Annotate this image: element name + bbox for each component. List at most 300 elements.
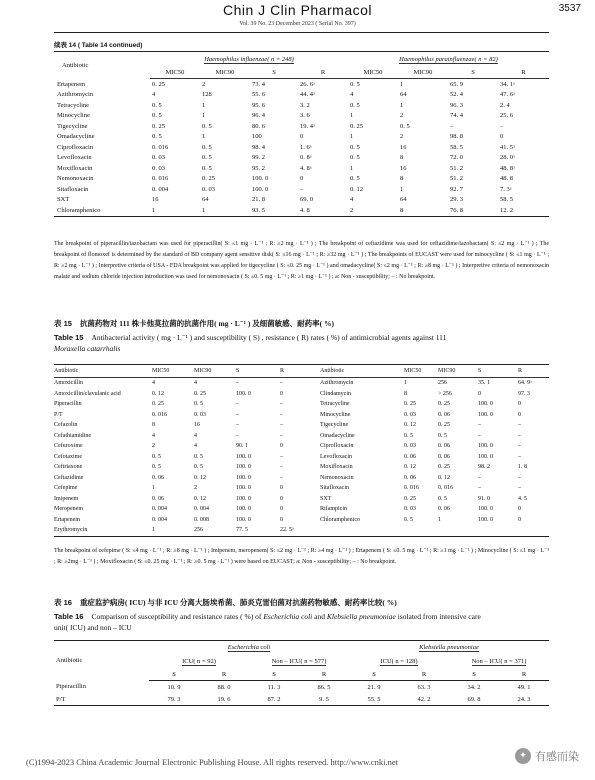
table-cell: 98. 2 <box>478 464 490 471</box>
table-row <box>54 132 549 143</box>
table-cell: 100. 0 <box>236 464 251 471</box>
table-cell: 0 <box>500 133 504 141</box>
table-cell: 0. 12 <box>404 422 416 429</box>
table-row <box>54 121 549 132</box>
table-row <box>54 494 549 505</box>
table-cell: 100. 0 <box>236 495 251 502</box>
table-row <box>54 452 549 463</box>
table-cell: 49. 1 <box>517 683 531 691</box>
page-number: 3537 <box>558 3 581 14</box>
table-row <box>54 195 549 206</box>
table-cell: 44. 4ᵃ <box>300 91 315 99</box>
table-cell: – <box>280 411 283 418</box>
column-header: MIC90 <box>194 365 236 378</box>
table-cell: 4 <box>350 196 354 204</box>
table-cell: 0. 06 <box>404 474 416 481</box>
table-cell <box>438 525 478 536</box>
table-cell: 93. 5 <box>250 205 298 216</box>
table-cell: – <box>280 380 283 387</box>
table-row <box>54 420 549 431</box>
table-cell: 0. 12 <box>404 464 416 471</box>
table-cell: 0. 12 <box>152 390 164 397</box>
antibiotic-name: Chloramphenico <box>320 516 360 523</box>
table-cell: 98. 4 <box>252 143 265 151</box>
table-cell: – <box>280 474 283 481</box>
table-cell: 0. 06 <box>438 453 450 460</box>
antibiotic-name: Sitafloxacin <box>57 185 89 193</box>
table-row <box>54 142 549 153</box>
table-cell: 1 <box>200 205 250 216</box>
table-cell: 1 <box>404 380 407 387</box>
antibiotic-name: Minocycline <box>57 112 90 120</box>
table15-footnote: The breakpoint of cefepime ( S: ≤4 mg · L⁻¹ ; R: ≥8 mg · L⁻¹ ) ; Imipenem, meropenem( S: ≤2 mg · L⁻¹ ; R: ≥4 mg · L⁻¹ ) ; Ertapenem ( S: ≤0. 5 mg · L⁻¹ ; R: ≥1 mg · L⁻¹ ) ; Minocycline ( S: ≤1 mg · L⁻¹ ; R: ≥2mg · L⁻¹ ) ; Moxifloxacin ( S: ≤0. 25 mg · L⁻¹ ; R: ≥0. 5 mg · L⁻¹ ) were based on EUCAST; a: Non - susceptibility; – : No breakpoint. <box>54 548 549 565</box>
table-cell: 4 <box>350 91 354 99</box>
column-header: R <box>499 668 549 681</box>
table-cell: 0. 25 <box>152 80 165 88</box>
table-cell: 100. 0 <box>478 443 493 450</box>
table-cell: 0 <box>478 390 481 397</box>
table-cell: 64 <box>400 196 407 204</box>
antibiotic-name: Azithromycin <box>57 91 94 99</box>
table-row <box>54 681 549 694</box>
table-cell: 0. 03 <box>152 164 165 172</box>
table-cell: 0 <box>518 516 521 523</box>
table-cell: 0. 03 <box>152 154 165 162</box>
antibiotic-header: Antibiotic <box>54 641 149 681</box>
antibiotic-name <box>320 525 404 536</box>
table-cell: – <box>478 474 481 481</box>
table-cell: 1 <box>350 112 354 120</box>
table-cell: 0. 06 <box>438 506 450 513</box>
table-cell: 100. 0 <box>236 485 251 492</box>
table-cell: 0. 016 <box>152 411 167 418</box>
table-cell: 16 <box>400 143 407 151</box>
table-cell: 0. 06 <box>438 443 450 450</box>
table16-caption-en: Table 16 Comparison of susceptibility and resistance rates ( %) of Escherichia coli and Klebsiella pneumoniae isolated from intensive care unit( ICU) and non – ICU <box>54 612 481 632</box>
table-cell: 0. 25 <box>152 122 165 130</box>
table-cell: 0 <box>280 390 283 397</box>
antibiotic-name: Chloramphenico <box>54 205 150 216</box>
table-cell: 0 <box>518 411 521 418</box>
table-cell: 22. 5ᵃ <box>280 525 320 536</box>
antibiotic-name: Ciprofloxacin <box>320 443 354 450</box>
antibiotic-name: Piperacillin <box>56 683 86 691</box>
table-cell: 256 <box>194 525 236 536</box>
table-cell: 74. 4 <box>450 112 463 120</box>
table-cell: 0. 12 <box>194 474 206 481</box>
table-cell: 1 <box>202 101 206 109</box>
table-cell: 2. 4 <box>500 101 510 109</box>
antibiotic-name: Meropenem <box>54 506 83 513</box>
table-cell: 1 <box>150 205 200 216</box>
table-cell: 95. 2 <box>252 164 265 172</box>
column-header: S <box>449 668 499 681</box>
table-row <box>54 378 549 389</box>
table-cell: 19. 4ᵃ <box>300 122 315 130</box>
table-cell: 1 <box>152 525 194 536</box>
table-cell: 0. 016 <box>438 485 453 492</box>
table-cell: – <box>478 485 481 492</box>
table-cell: 72. 0 <box>450 154 463 162</box>
table-cell: 34. 1ᵃ <box>500 80 515 88</box>
table-row <box>54 504 549 515</box>
antibiotic-name: Cefathiamidine <box>54 432 91 439</box>
table-cell: 1 <box>400 101 404 109</box>
table15-caption-en: Table 15 Antibacterial activity ( mg · L⁻¹ ) and susceptibility ( S) , resistance ( R) rates ( %) of antimicrobial agents against 111 Moraxella catarrhalis <box>54 333 447 353</box>
table-cell: 0. 008 <box>194 516 209 523</box>
antibiotic-name: Moxifloxacin <box>320 464 353 471</box>
table-cell: 77. 5 <box>236 525 280 536</box>
table-cell: 7. 3ᵃ <box>500 185 512 193</box>
table-cell: 28. 0ᵃ <box>500 154 515 162</box>
column-header: MIC90 <box>200 66 250 79</box>
table-cell: 0. 5 <box>152 112 162 120</box>
antibiotic-name: Cefazolin <box>54 422 78 429</box>
watermark-text: 有感而染 <box>535 750 579 763</box>
table-cell: 26. 6ᵃ <box>300 80 315 88</box>
column-header: S <box>478 365 518 378</box>
antibiotic-name: Ceftriaxone <box>54 464 83 471</box>
subgroup-header: Non – ICU( n = 577) <box>271 657 327 665</box>
table-cell: – <box>280 453 283 460</box>
antibiotic-name: Azithromycin <box>320 380 354 387</box>
table-cell: 0 <box>280 495 283 502</box>
table-cell: 0. 5 <box>202 164 212 172</box>
table-cell: 0. 5 <box>152 464 161 471</box>
table-cell: 0. 25 <box>404 401 416 408</box>
table-cell: 51. 2 <box>450 164 463 172</box>
table-cell: 35. 1 <box>478 380 490 387</box>
table-cell: 3. 6 <box>300 112 310 120</box>
table-cell: 0. 016 <box>152 175 169 183</box>
watermark <box>515 748 579 764</box>
table-cell: 41. 5ᵃ <box>500 143 515 151</box>
table-cell: – <box>518 443 521 450</box>
table-cell: 8 <box>400 154 404 162</box>
table-cell: 0. 25 <box>404 495 416 502</box>
table-row <box>54 410 549 421</box>
table-cell: 0. 5 <box>194 453 203 460</box>
table-cell: 1 <box>202 133 206 141</box>
table-cell: 0. 004 <box>152 516 167 523</box>
table-cell: 98. 8 <box>450 133 463 141</box>
antibiotic-name: Clindamycin <box>320 390 351 397</box>
antibiotic-name: Cefepime <box>54 485 78 492</box>
table-cell: 100. 0 <box>478 411 493 418</box>
column-header: MIC90 <box>438 365 478 378</box>
table-cell: 100. 0 <box>236 390 251 397</box>
antibiotic-name: SXT <box>57 196 70 204</box>
table-cell: 0. 5 <box>152 453 161 460</box>
antibiotic-name: Amoxicillin/clavulanic acid <box>54 390 121 397</box>
table-cell: – <box>518 453 521 460</box>
table-cell: 47. 6ᵃ <box>500 91 515 99</box>
antibiotic-name: Ertapenem <box>57 80 86 88</box>
table-cell: 3. 2 <box>300 101 310 109</box>
antibiotic-name: Ceftazidime <box>54 474 84 481</box>
table-cell: 55. 5 <box>349 693 399 706</box>
table-cell: 100. 0 <box>236 453 251 460</box>
antibiotic-name: Sitafloxacin <box>320 485 349 492</box>
antibiotic-name: SXT <box>320 495 332 502</box>
subgroup-header: ICU( n = 128) <box>380 657 418 665</box>
table-cell: 100. 0 <box>236 474 251 481</box>
table-cell: 0. 5 <box>350 154 360 162</box>
table-cell: 0 <box>280 516 283 523</box>
table-cell: – <box>236 401 239 408</box>
table-cell: 0. 25 <box>438 422 450 429</box>
table-row <box>54 389 549 400</box>
table-cell: 97. 3 <box>518 390 530 397</box>
table-cell: 0 <box>280 506 283 513</box>
table-cell: > 256 <box>438 390 452 397</box>
table-cell: 0. 12 <box>350 185 363 193</box>
table-cell: – <box>280 422 283 429</box>
wechat-icon: ✦ <box>515 748 531 764</box>
table14-footnote: The breakpoint of piperacillin/tazobactam was used for piperacillin( S: ≤1 mg · L⁻¹ ; R: ≥2 mg · L⁻¹ ) ; The breakpoint of ceftazidime was used for ceftazidime/tazobactam( S: ≤2 mg · L⁻¹ ) ; The breakpoint of flomoxef is determined by the standard of BD company agent sensitive disk( S: ≤16 mg · L⁻¹ ; R: ≥32 mg · L⁻¹ ) ; The breakpoints of EUCAST were used for minocycline ( S: ≤1 mg · L⁻¹ ; R: ≥2 mg · L⁻¹ ) ; Interpretive criteria of USA - FDA breakpoint was applied for tigecycline ( S: ≤0. 25 mg · L⁻¹ ) and omadacycline( S: ≤2 mg · L⁻¹ ; R: ≥8 mg · L⁻¹ ) ; Interpretive criteria of nemonoxacin malate and sodium chloride injection introduction was used for nemonoxacin ( S: ≤0. 5 mg · L⁻¹ ; R: ≥1 mg · L⁻¹ ) ; a: Non - susceptibility; – : No breakpoint. <box>54 241 549 280</box>
antibiotic-header: Antibiotic <box>54 52 150 79</box>
antibiotic-name: Ciprofloxacin <box>57 143 94 151</box>
antibiotic-name: Levofloxacin <box>320 453 352 460</box>
table-cell: 256 <box>438 380 447 387</box>
table-cell: 0. 03 <box>202 185 215 193</box>
table-cell: 87. 2 <box>249 693 299 706</box>
table-cell: 0. 016 <box>152 143 169 151</box>
table-cell: 128 <box>202 91 212 99</box>
table-cell: 90. 1 <box>236 443 248 450</box>
table-row <box>54 525 549 536</box>
table-cell: 0. 5 <box>404 516 413 523</box>
subgroup-header: Non – ICU( n = 371) <box>471 657 527 665</box>
table-cell: 91. 0 <box>478 495 490 502</box>
table-cell: – <box>518 474 521 481</box>
table-cell: 0. 25 <box>194 390 206 397</box>
table-cell: 0. 12 <box>438 474 450 481</box>
table-cell: 0. 5 <box>350 80 360 88</box>
table15-caption-cn: 表 15 抗菌药物对 111 株卡他莫拉菌的抗菌作用( mg · L⁻¹ ) 及细菌敏感、耐药率( %) <box>54 319 335 328</box>
table16-caption-cn: 表 16 重症监护病房( ICU) 与非 ICU 分离大肠埃希菌、肺炎克雷伯菌对抗菌药物敏感、耐药率比较( %) <box>54 598 397 607</box>
table-cell: 4. 8ᵃ <box>300 164 312 172</box>
table-cell: 48. 8ᵃ <box>500 164 515 172</box>
table-row <box>54 174 549 185</box>
antibiotic-name: Omadacycline <box>320 432 355 439</box>
table-row <box>54 90 549 101</box>
column-header: R <box>199 668 249 681</box>
table-cell: 0 <box>300 133 304 141</box>
table-cell: 55. 6 <box>252 91 265 99</box>
table-cell: 21. 9 <box>367 683 381 691</box>
column-header: R <box>399 668 449 681</box>
table-cell: 100. 0 <box>478 506 493 513</box>
table-cell: 88. 0 <box>217 683 231 691</box>
table-cell: 63. 3 <box>417 683 431 691</box>
column-header: MIC50 <box>150 66 200 79</box>
antibiotic-name: P/T <box>54 693 149 706</box>
table-cell: 73. 4 <box>252 80 265 88</box>
table-cell: 0. 5 <box>194 401 203 408</box>
table-cell: 42. 2 <box>399 693 449 706</box>
table-cell: 0. 03 <box>194 411 206 418</box>
column-header: S <box>236 365 280 378</box>
table-cell: 0. 004 <box>152 185 169 193</box>
table-cell: 1 <box>400 80 404 88</box>
table-cell: 0. 016 <box>404 485 419 492</box>
antibiotic-name: Moxifloxacin <box>57 164 93 172</box>
antibiotic-name: Nemonoxacin <box>57 175 94 183</box>
table-cell: 100 <box>252 133 262 141</box>
table-row <box>54 399 549 410</box>
table-cell: 2 <box>400 112 404 120</box>
table-row <box>54 515 549 526</box>
copyright-footer: (C)1994-2023 China Academic Journal Electronic Publishing House. All rights reserved. http://www.cnki.net <box>26 757 398 767</box>
table-cell: 25. 6 <box>500 112 513 120</box>
table-cell: – <box>478 422 481 429</box>
table-cell: 0. 25 <box>202 175 215 183</box>
table-cell: 9. 5 <box>299 693 349 706</box>
column-header: S <box>250 66 298 79</box>
table-cell: – <box>518 432 521 439</box>
table-cell: 64. 9ᵃ <box>518 380 532 387</box>
table-cell: 69. 8 <box>449 693 499 706</box>
antibiotic-name: Levofloxacin <box>57 154 92 162</box>
table-cell: 4 <box>152 432 155 439</box>
table-cell: 1. 6ᵃ <box>300 143 312 151</box>
table-cell: 16 <box>194 422 200 429</box>
table-cell: 51. 2 <box>450 175 463 183</box>
table-cell: 0. 06 <box>438 411 450 418</box>
column-header: R <box>299 668 349 681</box>
table-row <box>54 462 549 473</box>
organism-header: Klebsiella pneumoniae <box>349 641 549 655</box>
table-cell: – <box>518 485 521 492</box>
table-row <box>54 693 549 706</box>
table-cell: – <box>500 122 504 130</box>
table-cell: 100. 0 <box>236 516 251 523</box>
column-header: MIC90 <box>398 66 448 79</box>
antibiotic-name: Ertapenem <box>54 516 80 523</box>
table-cell: – <box>236 422 239 429</box>
table-cell: 76. 8 <box>448 205 498 216</box>
table-cell: 4. 8 <box>298 205 348 216</box>
antibiotic-name: Erythromycin <box>54 525 152 536</box>
column-header: Antibiotic <box>54 365 152 378</box>
table-cell: 0. 5 <box>152 101 162 109</box>
table-cell: – <box>236 411 239 418</box>
table-cell: 52. 4 <box>450 91 463 99</box>
table-cell: 24. 3 <box>499 693 549 706</box>
table-cell: 19. 6 <box>199 693 249 706</box>
table-cell: 92. 7 <box>450 185 463 193</box>
table-cell: 0. 5 <box>202 154 212 162</box>
table-cell: 12. 2 <box>498 205 549 216</box>
table-cell: 0 <box>518 506 521 513</box>
column-header: S <box>149 668 199 681</box>
table-cell: 0. 25 <box>438 464 450 471</box>
table-cell <box>404 525 438 536</box>
antibiotic-name: Amoxicillin <box>54 380 83 387</box>
table-cell: 69. 0 <box>300 196 313 204</box>
column-header: MIC50 <box>404 365 438 378</box>
table-cell: 0. 06 <box>152 495 164 502</box>
table-cell: 64 <box>400 91 407 99</box>
table-cell: 1 <box>350 164 354 172</box>
table-cell: – <box>280 401 283 408</box>
column-header: S <box>349 668 399 681</box>
table-cell: 2 <box>400 133 404 141</box>
table-cell: 1 <box>438 516 441 523</box>
table-cell: 8 <box>404 390 407 397</box>
table-row <box>54 163 549 174</box>
table-cell: 2 <box>194 485 197 492</box>
antibiotic-name: Rifampicin <box>320 506 347 513</box>
table-cell: 99. 2 <box>252 154 265 162</box>
table-cell: 0. 5 <box>404 432 413 439</box>
table-cell: 0. 25 <box>350 122 363 130</box>
table-row <box>54 431 549 442</box>
table-cell: 0. 25 <box>152 401 164 408</box>
table15 <box>54 364 549 537</box>
group-header: Haemophilus parainfluenzae( n = 82) <box>348 52 549 67</box>
antibiotic-name: Nemonoxacin <box>320 474 354 481</box>
table-cell: 79. 3 <box>149 693 199 706</box>
table-row <box>54 111 549 122</box>
table-cell: 86. 5 <box>317 683 331 691</box>
table-cell: 100. 0 <box>478 401 493 408</box>
column-header: R <box>498 66 549 79</box>
table-cell: – <box>478 432 481 439</box>
antibiotic-name: Piperacillin <box>54 401 82 408</box>
table-row <box>54 184 549 195</box>
header-rule <box>54 32 549 33</box>
table-cell: 21. 8 <box>252 196 265 204</box>
table-cell: 0. 5 <box>350 175 360 183</box>
table-cell: 100. 0 <box>252 175 269 183</box>
table-row <box>54 441 549 452</box>
table-cell: – <box>236 380 239 387</box>
table-cell: 0. 03 <box>404 506 416 513</box>
table-cell: 80. 6 <box>252 122 265 130</box>
table-cell: 95. 6 <box>252 101 265 109</box>
table-cell: 0. 5 <box>350 101 360 109</box>
volume-line: Vol. 39 No. 23 December 2023 ( Serial No. 397) <box>239 21 356 27</box>
table-cell: 48. 8 <box>500 175 513 183</box>
table-cell: 0. 5 <box>438 495 447 502</box>
table-cell: 0. 5 <box>194 464 203 471</box>
organism-header: Escherichia coli <box>149 641 349 655</box>
table-cell: 4 <box>194 432 197 439</box>
table-cell: 0. 03 <box>404 443 416 450</box>
table16 <box>54 640 549 706</box>
table-cell: – <box>236 432 239 439</box>
table-cell: 0. 5 <box>202 122 212 130</box>
table-cell: 64 <box>202 196 209 204</box>
table-cell: 0. 8ᵃ <box>300 154 312 162</box>
column-header: Antibiotic <box>320 365 404 378</box>
table-cell: – <box>300 185 304 193</box>
table-cell <box>478 525 518 536</box>
table-cell: 0. 5 <box>152 133 162 141</box>
table-cell: 4 <box>194 443 197 450</box>
table14 <box>54 51 549 217</box>
table-cell: 0. 004 <box>152 506 167 513</box>
table-cell: 58. 5 <box>500 196 513 204</box>
table-cell: 1 <box>202 112 206 120</box>
table-cell: 2 <box>348 205 398 216</box>
antibiotic-name: Tetracycline <box>57 101 90 109</box>
table-cell: 11. 3 <box>267 683 281 691</box>
table-cell: – <box>280 464 283 471</box>
table-cell: 16 <box>152 196 159 204</box>
